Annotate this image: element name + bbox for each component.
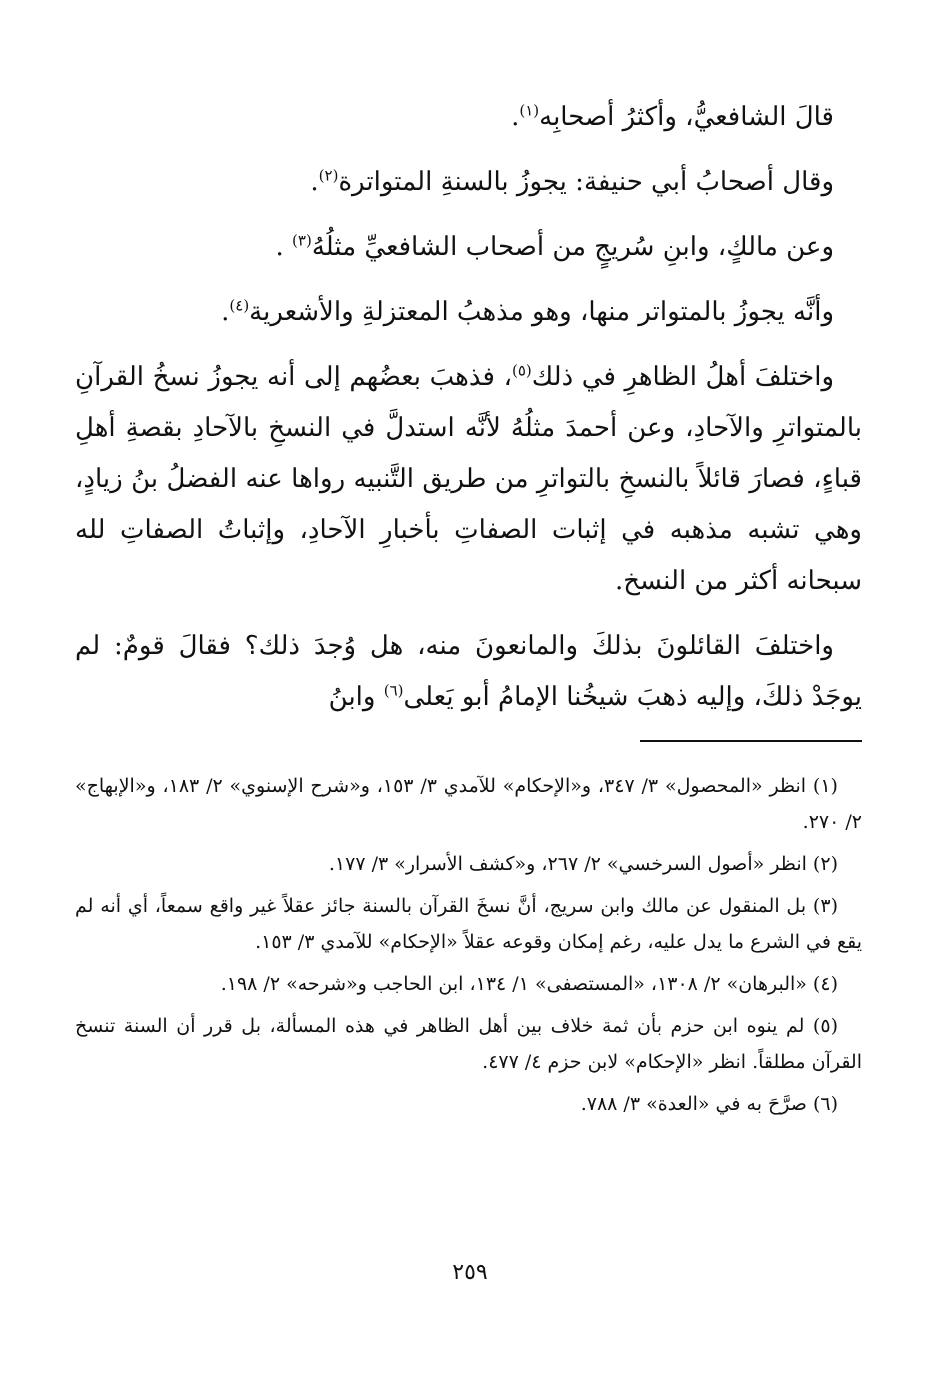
footnotes-section bbox=[75, 768, 862, 1128]
paragraph-3 bbox=[75, 222, 862, 273]
footnote-5: (٥) لم ينوه ابن حزم بأن ثمة خلاف بين أهل الظاهر في هذه المسألة، بل قرر أن السنة تنسخ القرآن مطلقاً. انظر «الإحكام» لابن حزم ٤/ ٤٧٧. bbox=[75, 1015, 862, 1073]
footnote-3: (٣) بل المنقول عن مالك وابن سريج، أنَّ نسخَ القرآن بالسنة جائز عقلاً غير واقع سمعاً، أي أنه لم يقع في الشرع ما يدل عليه، رغم إمكان وقوعه عقلاً «الإحكام» للآمدي ٣/ ١٥٣. bbox=[75, 895, 862, 953]
footnote-ref-5[interactable]: (٥) bbox=[511, 361, 532, 380]
paragraph-2-end: . bbox=[310, 167, 319, 197]
paragraph-2-text: وقال أصحابُ أبي حنيفة: يجوزُ بالسنةِ المتواترة bbox=[338, 167, 834, 197]
paragraph-3-text: وعن مالكٍ، وابنِ سُريجٍ من أصحاب الشافعيِّ مثلُهُ bbox=[311, 232, 834, 262]
footnote-ref-2[interactable]: (٢) bbox=[318, 166, 339, 185]
footnote-2: (٢) انظر «أصول السرخسي» ٢/ ٢٦٧، و«كشف الأسرار» ٣/ ١٧٧. bbox=[328, 853, 838, 875]
paragraph-1 bbox=[75, 92, 862, 143]
paragraph-6-start: واختلفَ القائلونَ بذلكَ والمانعونَ منه، هل وُجدَ ذلك؟ فقالَ قومٌ: لم يوجَدْ ذلكَ، وإليه ذهبَ شيخُنا الإمامُ أبو يَعلى bbox=[75, 631, 862, 712]
paragraph-4-text: وأنَّه يجوزُ بالمتواتر منها، وهو مذهبُ المعتزلةِ والأشعرية bbox=[249, 297, 834, 327]
paragraph-5 bbox=[75, 352, 862, 607]
footnote-divider bbox=[640, 740, 862, 742]
footnote-ref-1[interactable]: (١) bbox=[519, 101, 540, 120]
footnote-1: (١) انظر «المحصول» ٣/ ٣٤٧، و«الإحكام» للآمدي ٣/ ١٥٣، و«شرح الإسنوي» ٢/ ١٨٣، و«الإبهاج» ٢/ ٢٧٠. bbox=[75, 775, 862, 833]
paragraph-5-rest: ، فذهبَ بعضُهم إلى أنه يجوزُ نسخُ القرآنِ بالمتواترِ والآحادِ، وعن أحمدَ مثلُهُ لأنَّه استدلَّ في النسخِ بالآحادِ بقصةِ أهلِ قباءٍ، فصارَ قائلاً بالنسخِ بالتواترِ من طريق التَّنبيه رواها عنه الفضلُ بنُ زيادٍ، وهي تشبه مذهبه في إثبات الصفاتِ بأخبارِ الآحادِ، وإثباتُ الصفاتِ لله سبحانه أكثر من النسخ. bbox=[75, 362, 862, 596]
paragraph-6-end: وابنُ bbox=[328, 682, 384, 712]
page-number: ٢٥٩ bbox=[452, 1260, 488, 1285]
footnote-6: (٦) صرَّحَ به في «العدة» ٣/ ٧٨٨. bbox=[580, 1093, 838, 1115]
paragraph-4-end: . bbox=[221, 297, 230, 327]
paragraph-5-start: واختلفَ أهلُ الظاهرِ في ذلك bbox=[531, 362, 835, 392]
paragraph-1-text: قالَ الشافعيُّ، وأكثرُ أصحابِه bbox=[539, 102, 834, 132]
footnote-ref-6[interactable]: (٦) bbox=[383, 681, 404, 700]
paragraph-6 bbox=[75, 621, 862, 723]
footnote-ref-4[interactable]: (٤) bbox=[229, 296, 250, 315]
footnote-4: (٤) «البرهان» ٢/ ١٣٠٨، «المستصفى» ١/ ١٣٤، ابن الحاجب و«شرحه» ٢/ ١٩٨. bbox=[220, 973, 838, 995]
footnote-ref-3[interactable]: (٣) bbox=[292, 231, 312, 250]
main-text bbox=[75, 92, 862, 723]
paragraph-1-end: . bbox=[511, 102, 520, 132]
paragraph-2 bbox=[75, 157, 862, 208]
paragraph-4 bbox=[75, 287, 862, 338]
paragraph-3-end: . bbox=[275, 232, 293, 262]
